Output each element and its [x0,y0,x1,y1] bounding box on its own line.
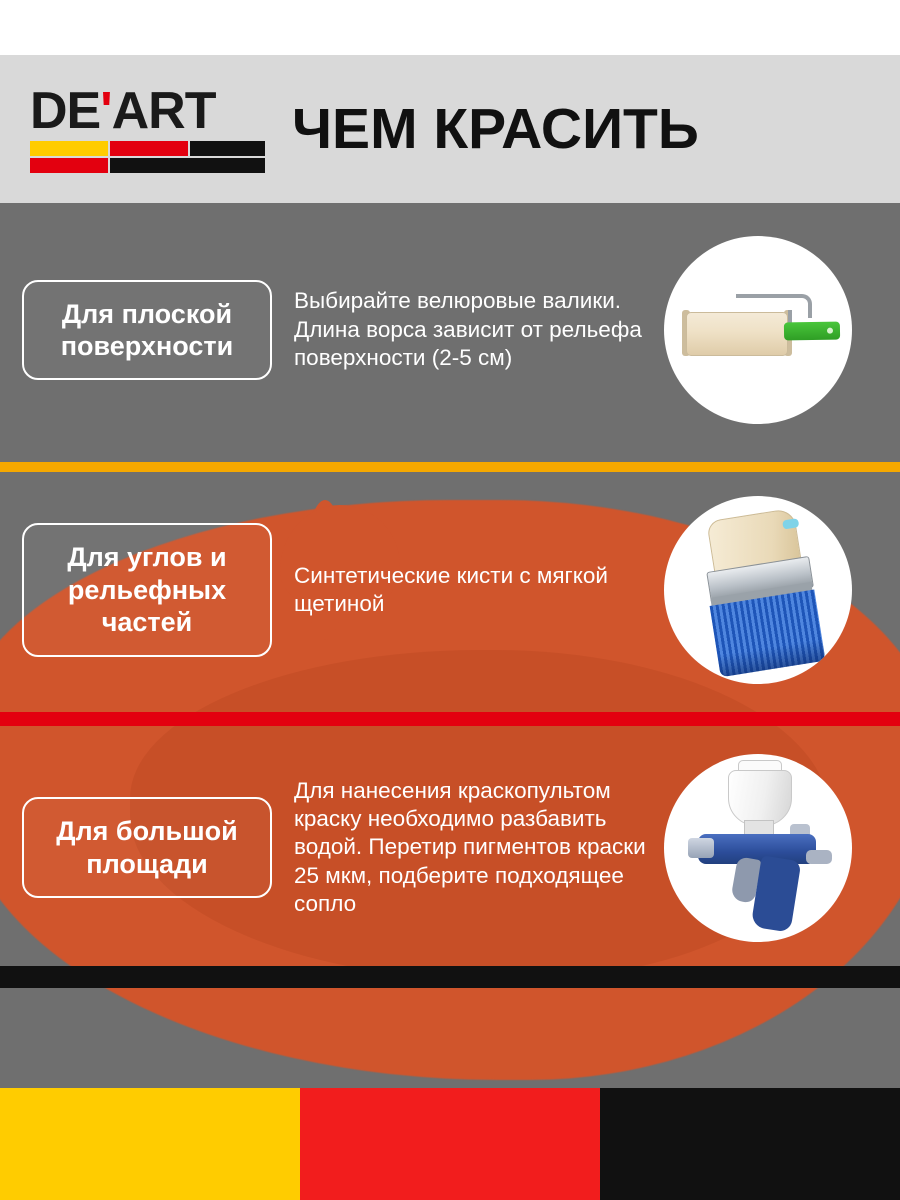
logo-bar-yellow [30,141,108,156]
page-title: ЧЕМ КРАСИТЬ [292,96,699,161]
brand-logo-flag-bars [30,141,265,175]
roller-frame [736,294,812,318]
pill-label-large-area: Для большой площади [22,797,272,898]
flag-segment-black [600,1088,900,1200]
brand-logo [30,79,270,179]
info-row-corners [0,480,900,700]
description-corners: Синтетические кисти с мягкой щетиной [294,562,608,616]
brand-logo-de: DE [30,82,101,140]
logo-bar-red [30,158,108,173]
spray-gun-icon [664,754,852,942]
spray-gun-rear-knob [806,850,832,864]
pill-label-corners: Для углов и рельефных частей [22,523,272,656]
divider-stripe-red [0,712,900,726]
brand-logo-text [30,81,216,141]
top-white-band [0,0,900,55]
paint-roller-icon [664,236,852,424]
divider-stripe-black [0,966,900,988]
header-bar [0,55,900,203]
logo-bar-red-2 [110,141,188,156]
bottom-flag-bar [0,1088,900,1200]
flag-segment-yellow [0,1088,300,1200]
brush-graphic [689,506,832,679]
logo-bar-black-top [190,141,265,156]
spray-gun-nozzle [688,838,714,858]
spray-gun-cup [728,770,792,826]
description-large-area: Для нанесения краскопультом краску необходимо разбавить водой. Перетир пигментов краски 25 мкм, подберите подходящее сопло [294,777,646,917]
description-flat-surface: Выбирайте велюровые валики. Длина ворса зависит от рельефа поверхности (2-5 см) [294,288,642,371]
roller-handle-green [784,322,840,341]
info-row-flat-surface [0,215,900,445]
info-row-large-area [0,735,900,960]
paint-brush-icon [664,496,852,684]
pill-label-flat-surface: Для плоской поверхности [22,280,272,381]
brand-logo-apostrophe: ' [100,82,112,140]
brush-bristles [710,589,826,677]
logo-bar-black [110,158,265,173]
brush-hang-hole [782,518,799,529]
flag-segment-red [300,1088,600,1200]
brand-logo-art: ART [111,82,216,140]
divider-stripe-yellow [0,462,900,472]
roller-sleeve [686,312,788,356]
